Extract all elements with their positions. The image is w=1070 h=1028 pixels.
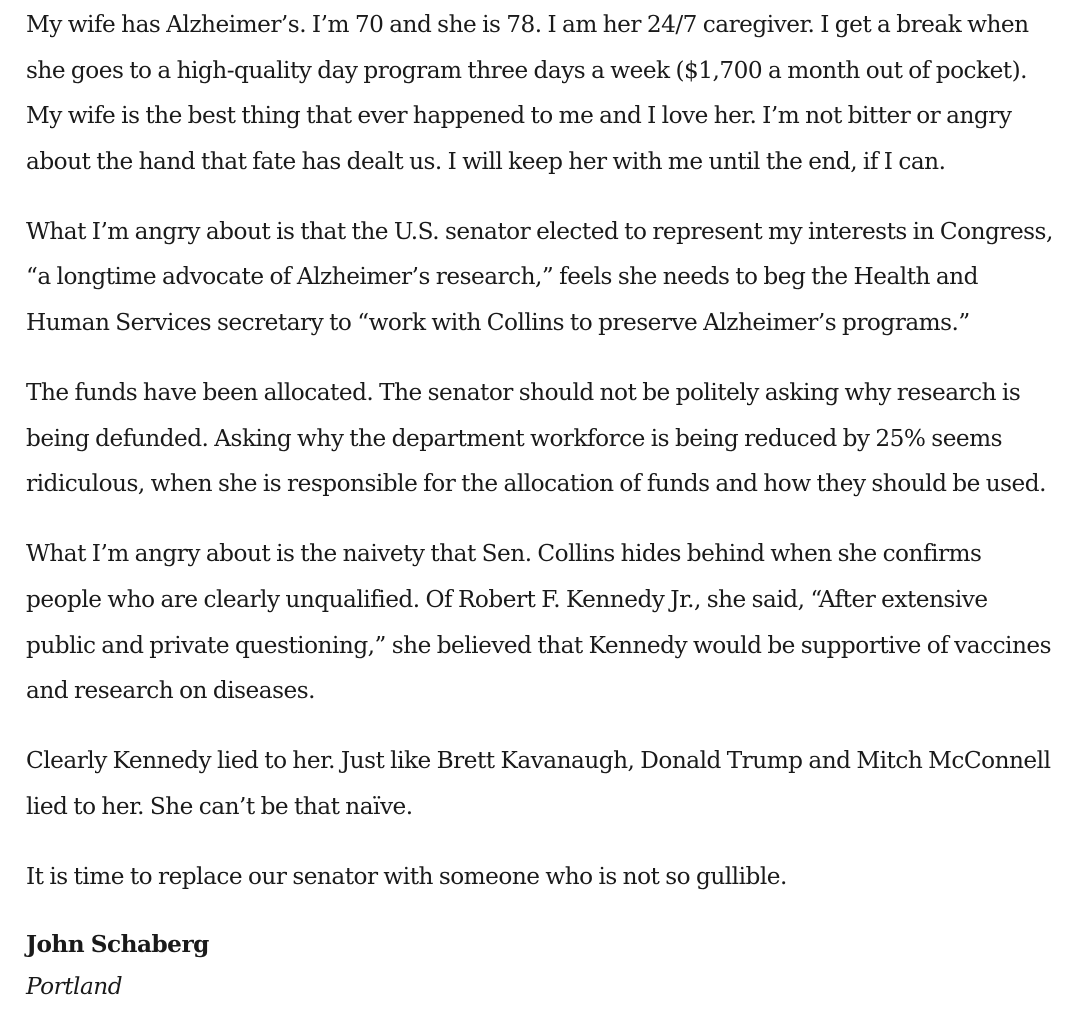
letter-to-editor <box>26 2 1062 1008</box>
author-name: John Schaberg <box>26 931 209 959</box>
author-location: Portland <box>26 973 123 1001</box>
signature-block <box>26 924 1062 1008</box>
letter-paragraph: What I’m angry about is the naivety that Sen. Collins hides behind when she confirms people who are clearly unqualified. Of Robert F. Kennedy Jr., she said, “After extensive public and private questioning,” she believed that Kennedy would be supportive of vaccines and research on diseases. <box>26 540 1052 705</box>
letter-paragraph: It is time to replace our senator with someone who is not so gullible. <box>26 863 787 890</box>
letter-paragraph: My wife has Alzheimer’s. I’m 70 and she is 78. I am her 24/7 caregiver. I get a break when she goes to a high-quality day program three days a week ($1,700 a month out of pocket). My wife is the best thing that ever happened to me and I love her. I’m not bitter or angry about the hand that fate has dealt us. I will keep her with me until the end, if I can. <box>26 11 1029 175</box>
letter-paragraph: The funds have been allocated. The senator should not be politely asking why research is being defunded. Asking why the department workforce is being reduced by 25% seems ridiculous, when she is responsible for the allocation of funds and how they should be used. <box>26 379 1046 498</box>
letter-paragraph: What I’m angry about is that the U.S. senator elected to represent my interests in Congress, “a longtime advocate of Alzheimer’s research,” feels she needs to beg the Health and Human Services secretary to “work with Collins to preserve Alzheimer’s programs.” <box>26 217 1053 337</box>
letter-paragraph: Clearly Kennedy lied to her. Just like Brett Kavanaugh, Donald Trump and Mitch McConnell lied to her. She can’t be that naïve. <box>26 747 1051 820</box>
